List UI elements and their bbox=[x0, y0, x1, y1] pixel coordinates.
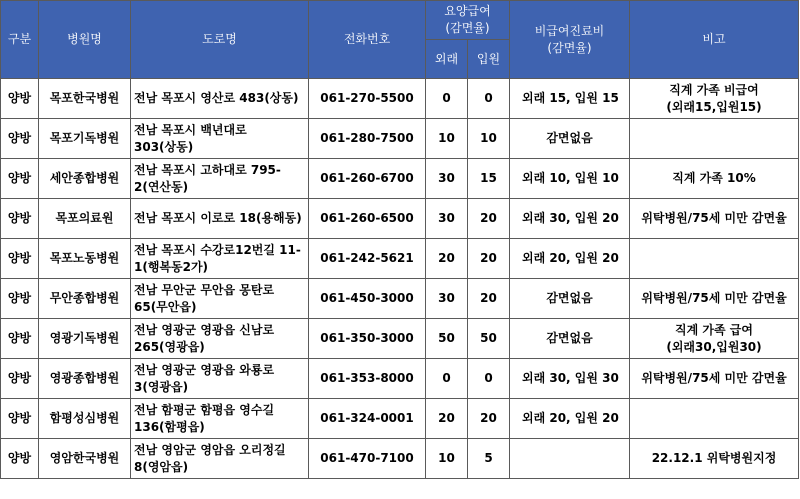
cell-type: 양방 bbox=[1, 319, 39, 359]
cell-note: 위탁병원/75세 미만 감면율 bbox=[630, 199, 799, 239]
cell-type: 양방 bbox=[1, 239, 39, 279]
cell-inpatient: 20 bbox=[468, 199, 510, 239]
header-hospital: 병원명 bbox=[39, 1, 131, 79]
cell-note: 위탁병원/75세 미만 감면율 bbox=[630, 359, 799, 399]
cell-outpatient: 0 bbox=[426, 79, 468, 119]
cell-type: 양방 bbox=[1, 359, 39, 399]
cell-inpatient: 15 bbox=[468, 159, 510, 199]
cell-outpatient: 30 bbox=[426, 159, 468, 199]
cell-non-benefit: 외래 30, 입원 20 bbox=[510, 199, 630, 239]
cell-address: 전남 목포시 이로로 18(용해동) bbox=[131, 199, 309, 239]
table-row bbox=[1, 319, 799, 359]
cell-type: 양방 bbox=[1, 279, 39, 319]
cell-address: 전남 목포시 백년대로 303(상동) bbox=[131, 119, 309, 159]
cell-note: 22.12.1 위탁병원지정 bbox=[630, 439, 799, 479]
cell-phone: 061-350-3000 bbox=[309, 319, 426, 359]
cell-non-benefit bbox=[510, 439, 630, 479]
cell-non-benefit: 외래 30, 입원 30 bbox=[510, 359, 630, 399]
cell-address: 전남 목포시 수강로12번길 11-1(행복동2가) bbox=[131, 239, 309, 279]
header-non-benefit: 비급여진료비 (감면율) bbox=[510, 1, 630, 79]
cell-hospital: 영광종합병원 bbox=[39, 359, 131, 399]
cell-type: 양방 bbox=[1, 159, 39, 199]
cell-inpatient: 20 bbox=[468, 279, 510, 319]
cell-non-benefit: 외래 10, 입원 10 bbox=[510, 159, 630, 199]
cell-type: 양방 bbox=[1, 119, 39, 159]
cell-hospital: 함평성심병원 bbox=[39, 399, 131, 439]
cell-outpatient: 30 bbox=[426, 199, 468, 239]
header-address: 도로명 bbox=[131, 1, 309, 79]
cell-phone: 061-280-7500 bbox=[309, 119, 426, 159]
cell-non-benefit: 감면없음 bbox=[510, 279, 630, 319]
cell-outpatient: 30 bbox=[426, 279, 468, 319]
cell-phone: 061-242-5621 bbox=[309, 239, 426, 279]
table-row bbox=[1, 79, 799, 119]
cell-hospital: 무안종합병원 bbox=[39, 279, 131, 319]
cell-outpatient: 10 bbox=[426, 119, 468, 159]
table-row bbox=[1, 159, 799, 199]
cell-address: 전남 목포시 영산로 483(상동) bbox=[131, 79, 309, 119]
cell-inpatient: 20 bbox=[468, 239, 510, 279]
table-row bbox=[1, 359, 799, 399]
cell-non-benefit: 외래 15, 입원 15 bbox=[510, 79, 630, 119]
table-row bbox=[1, 439, 799, 479]
cell-non-benefit: 외래 20, 입원 20 bbox=[510, 239, 630, 279]
cell-note: 직계 가족 10% bbox=[630, 159, 799, 199]
cell-phone: 061-324-0001 bbox=[309, 399, 426, 439]
cell-note: 직계 가족 급여 (외래30,입원30) bbox=[630, 319, 799, 359]
cell-phone: 061-260-6700 bbox=[309, 159, 426, 199]
header-inpatient: 입원 bbox=[468, 40, 510, 79]
cell-note bbox=[630, 399, 799, 439]
cell-hospital: 목포한국병원 bbox=[39, 79, 131, 119]
cell-address: 전남 영광군 영광읍 와룡로 3(영광읍) bbox=[131, 359, 309, 399]
cell-outpatient: 20 bbox=[426, 399, 468, 439]
cell-outpatient: 10 bbox=[426, 439, 468, 479]
cell-address: 전남 무안군 무안읍 몽탄로 65(무안읍) bbox=[131, 279, 309, 319]
header-care-benefit: 요양급여 (감면율) bbox=[426, 1, 510, 40]
cell-inpatient: 0 bbox=[468, 359, 510, 399]
cell-hospital: 영암한국병원 bbox=[39, 439, 131, 479]
cell-hospital: 목포노동병원 bbox=[39, 239, 131, 279]
table-row bbox=[1, 239, 799, 279]
cell-phone: 061-450-3000 bbox=[309, 279, 426, 319]
cell-inpatient: 20 bbox=[468, 399, 510, 439]
cell-type: 양방 bbox=[1, 399, 39, 439]
cell-outpatient: 20 bbox=[426, 239, 468, 279]
cell-address: 전남 영암군 영암읍 오리정길 8(영암읍) bbox=[131, 439, 309, 479]
cell-phone: 061-260-6500 bbox=[309, 199, 426, 239]
cell-inpatient: 5 bbox=[468, 439, 510, 479]
cell-non-benefit: 감면없음 bbox=[510, 319, 630, 359]
cell-note: 위탁병원/75세 미만 감면율 bbox=[630, 279, 799, 319]
cell-inpatient: 0 bbox=[468, 79, 510, 119]
table-header bbox=[1, 1, 799, 79]
cell-phone: 061-270-5500 bbox=[309, 79, 426, 119]
table-row bbox=[1, 199, 799, 239]
table-row bbox=[1, 279, 799, 319]
cell-phone: 061-353-8000 bbox=[309, 359, 426, 399]
cell-address: 전남 영광군 영광읍 신남로 265(영광읍) bbox=[131, 319, 309, 359]
table-row bbox=[1, 119, 799, 159]
cell-note bbox=[630, 239, 799, 279]
cell-hospital: 목포기독병원 bbox=[39, 119, 131, 159]
cell-outpatient: 0 bbox=[426, 359, 468, 399]
table-row bbox=[1, 399, 799, 439]
cell-type: 양방 bbox=[1, 439, 39, 479]
header-outpatient: 외래 bbox=[426, 40, 468, 79]
cell-inpatient: 50 bbox=[468, 319, 510, 359]
cell-non-benefit: 외래 20, 입원 20 bbox=[510, 399, 630, 439]
header-note: 비고 bbox=[630, 1, 799, 79]
cell-hospital: 영광기독병원 bbox=[39, 319, 131, 359]
cell-phone: 061-470-7100 bbox=[309, 439, 426, 479]
cell-non-benefit: 감면없음 bbox=[510, 119, 630, 159]
cell-type: 양방 bbox=[1, 199, 39, 239]
header-phone: 전화번호 bbox=[309, 1, 426, 79]
cell-hospital: 세안종합병원 bbox=[39, 159, 131, 199]
cell-hospital: 목포의료원 bbox=[39, 199, 131, 239]
cell-inpatient: 10 bbox=[468, 119, 510, 159]
cell-type: 양방 bbox=[1, 79, 39, 119]
header-type: 구분 bbox=[1, 1, 39, 79]
cell-address: 전남 함평군 함평읍 영수길 136(함평읍) bbox=[131, 399, 309, 439]
cell-note bbox=[630, 119, 799, 159]
cell-outpatient: 50 bbox=[426, 319, 468, 359]
cell-note: 직계 가족 비급여 (외래15,입원15) bbox=[630, 79, 799, 119]
table-body bbox=[1, 79, 799, 479]
cell-address: 전남 목포시 고하대로 795-2(연산동) bbox=[131, 159, 309, 199]
